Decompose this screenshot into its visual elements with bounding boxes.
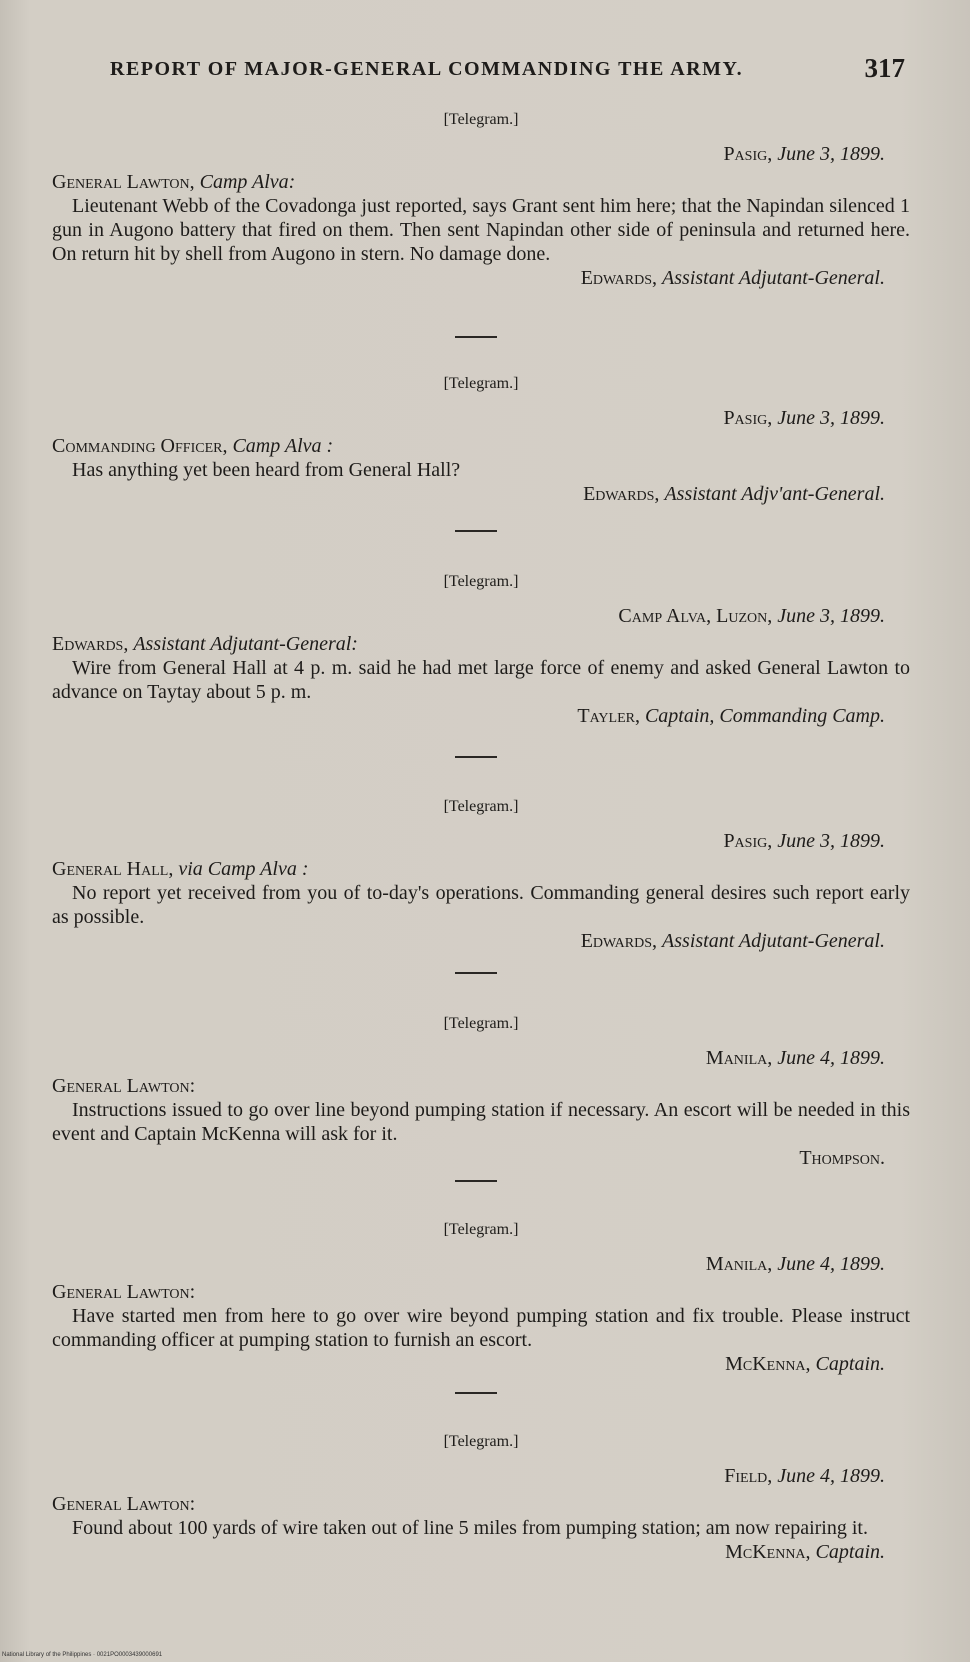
addressee-name: General Lawton: xyxy=(52,1281,196,1303)
telegram-body: Has anything yet been heard from General Hall? xyxy=(72,459,461,481)
telegram-place: Manila, xyxy=(705,1253,773,1275)
signer-name: McKenna, xyxy=(725,1353,811,1375)
addressee-location: Camp Alva: xyxy=(199,171,296,193)
header-title: REPORT OF MAJOR-GENERAL COMMANDING THE ARMY. xyxy=(110,58,744,80)
telegram-addressee xyxy=(52,170,910,194)
telegram-label: [Telegram.] xyxy=(443,1433,519,1450)
signer-name: Edwards, xyxy=(583,483,660,505)
telegram-label: [Telegram.] xyxy=(443,573,519,590)
telegram-signature xyxy=(52,1352,885,1376)
telegram-place-date xyxy=(52,829,885,853)
telegram-addressee xyxy=(52,434,910,458)
telegram-label: [Telegram.] xyxy=(443,798,519,815)
telegram-signature xyxy=(52,1146,885,1170)
telegram-place-date xyxy=(52,1464,885,1488)
signer-name: Thompson. xyxy=(799,1147,885,1169)
telegram xyxy=(52,1012,910,1170)
telegram-addressee xyxy=(52,1492,910,1516)
signer-title: Assistant Adjutant-General. xyxy=(662,930,885,952)
telegram-body: No report yet received from you of to-day's operations. Commanding general desires such report early as possible. xyxy=(52,882,910,928)
telegram-date: June 3, 1899. xyxy=(777,830,885,852)
addressee-name: General Hall, xyxy=(52,858,174,880)
telegram xyxy=(52,570,910,728)
telegram-signature xyxy=(52,929,885,953)
telegram-date: June 3, 1899. xyxy=(777,143,885,165)
telegram xyxy=(52,1430,910,1564)
addressee-location: Assistant Adjutant-General: xyxy=(133,633,358,655)
telegram-date: June 4, 1899. xyxy=(777,1047,885,1069)
telegram-label: [Telegram.] xyxy=(443,375,519,392)
divider xyxy=(455,756,497,758)
signer-title: Captain, Commanding Camp. xyxy=(644,705,885,727)
telegram-label: [Telegram.] xyxy=(443,1221,519,1238)
telegram-place-date xyxy=(52,1046,885,1070)
telegram-addressee xyxy=(52,632,910,656)
telegram-body: Wire from General Hall at 4 p. m. said he had met large force of enemy and asked General Lawton to advance on Taytay about 5 p. m. xyxy=(52,657,910,703)
telegram-place-date xyxy=(52,406,885,430)
telegram-place: Pasig, xyxy=(723,830,773,852)
addressee-location: Camp Alva : xyxy=(232,435,334,457)
telegram-label: [Telegram.] xyxy=(443,1015,519,1032)
signer-title: Assistant Adjutant-General. xyxy=(662,267,885,289)
divider xyxy=(455,972,497,974)
telegram-date: June 3, 1899. xyxy=(777,407,885,429)
signer-title: Captain. xyxy=(815,1353,885,1375)
telegram-signature xyxy=(52,704,885,728)
addressee-name: General Lawton: xyxy=(52,1493,196,1515)
telegram xyxy=(52,795,910,953)
telegram-place: Field, xyxy=(724,1465,773,1487)
signer-name: Tayler, xyxy=(577,705,640,727)
telegram-body: Lieutenant Webb of the Covadonga just reported, says Grant sent him here; that the Napindan silenced 1 gun in Augono battery that fired on them. Then sent Napindan other side of peninsula and returned here. On return hit by shell from Augono in stern. No damage done. xyxy=(52,195,910,265)
telegram-place: Camp Alva, Luzon, xyxy=(618,605,773,627)
telegram-date: June 3, 1899. xyxy=(777,605,885,627)
addressee-name: General Lawton: xyxy=(52,1075,196,1097)
telegram-signature xyxy=(52,266,885,290)
signer-name: Edwards, xyxy=(580,267,658,289)
telegram-addressee xyxy=(52,1074,910,1098)
telegram xyxy=(52,108,910,290)
divider xyxy=(455,336,497,338)
telegram-date: June 4, 1899. xyxy=(777,1465,885,1487)
telegram-body: Found about 100 yards of wire taken out of line 5 miles from pumping station; am now repairing it. xyxy=(72,1517,868,1539)
telegram-place-date xyxy=(52,1252,885,1276)
divider xyxy=(455,1392,497,1394)
signer-title: Captain. xyxy=(815,1541,885,1563)
divider xyxy=(455,530,497,532)
signer-name: Edwards, xyxy=(580,930,658,952)
telegram xyxy=(52,1218,910,1376)
signer-name: McKenna, xyxy=(725,1541,811,1563)
signer-title: Assistant Adjv'ant-General. xyxy=(664,483,885,505)
telegram-place-date xyxy=(52,604,885,628)
addressee-location: via Camp Alva : xyxy=(178,858,309,880)
telegram-place: Pasig, xyxy=(723,143,773,165)
telegram-body: Instructions issued to go over line beyond pumping station if necessary. An escort will be needed in this event and Captain McKenna will ask for it. xyxy=(52,1099,910,1145)
addressee-name: Commanding Officer, xyxy=(52,435,228,457)
page-number: 317 xyxy=(864,53,905,83)
telegram xyxy=(52,372,910,506)
telegram-signature xyxy=(52,482,885,506)
telegram-addressee xyxy=(52,857,910,881)
running-header xyxy=(110,53,910,83)
telegram-addressee xyxy=(52,1280,910,1304)
telegram-place: Manila, xyxy=(705,1047,773,1069)
telegram-signature xyxy=(52,1540,885,1564)
telegram-place: Pasig, xyxy=(723,407,773,429)
telegram-label: [Telegram.] xyxy=(443,111,519,128)
telegram-place-date xyxy=(52,142,885,166)
addressee-name: General Lawton, xyxy=(52,171,195,193)
scan-footer: National Library of the Philippines · 0021PO0003439000691 xyxy=(2,1652,163,1658)
divider xyxy=(455,1180,497,1182)
telegram-date: June 4, 1899. xyxy=(777,1253,885,1275)
addressee-name: Edwards, xyxy=(52,633,129,655)
telegram-body: Have started men from here to go over wire beyond pumping station and fix trouble. Please instruct commanding officer at pumping station to furnish an escort. xyxy=(52,1305,910,1351)
